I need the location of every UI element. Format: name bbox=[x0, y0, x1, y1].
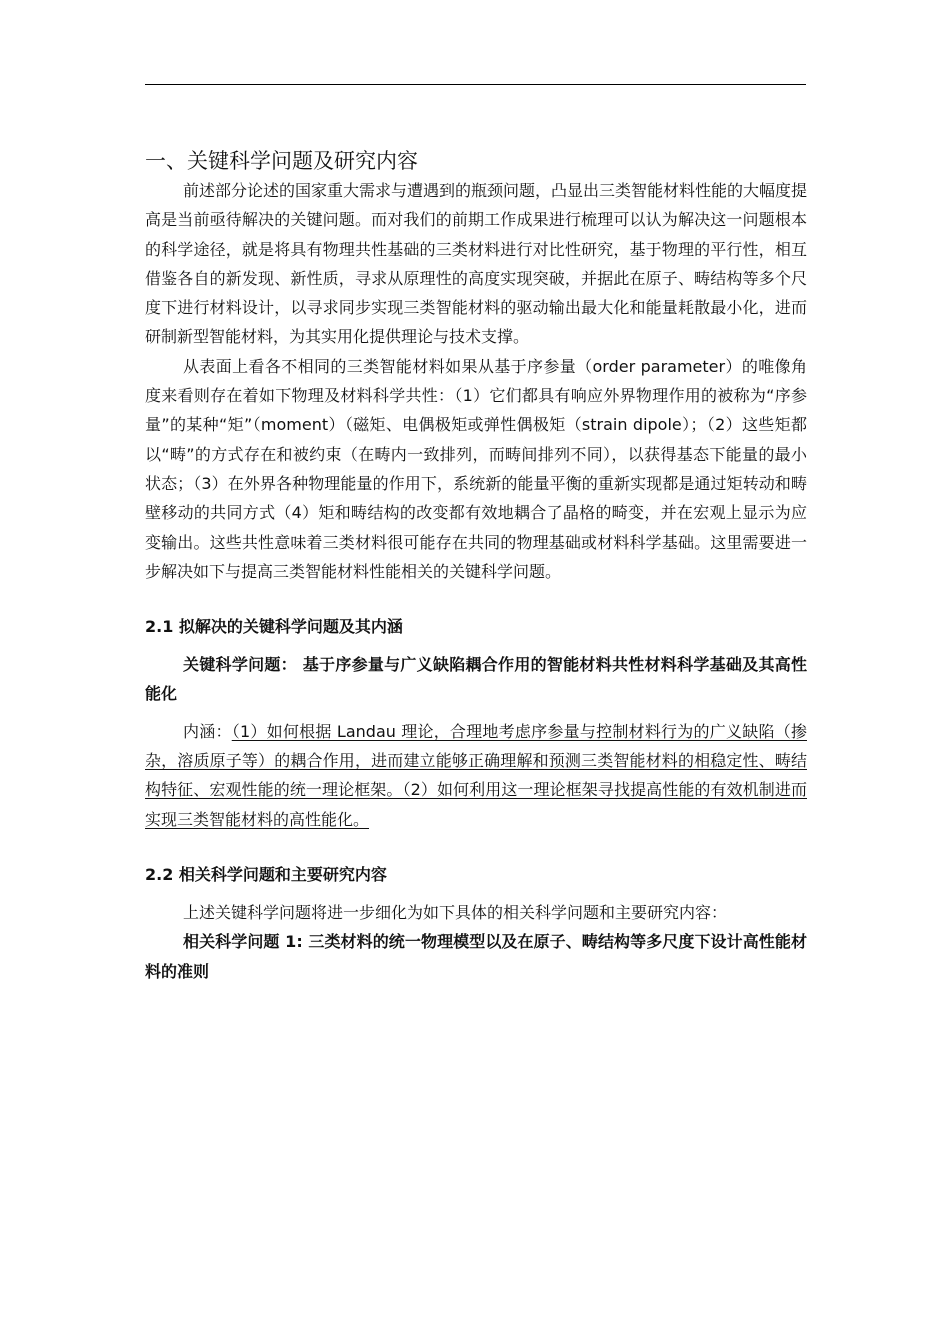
header-rule bbox=[145, 84, 806, 85]
paragraph-intro: 上述关键科学问题将进一步细化为如下具体的相关科学问题和主要研究内容： bbox=[183, 902, 728, 922]
key-scientific-problem: 关键科学问题： 基于序参量与广义缺陷耦合作用的智能材料共性材料科学基础及其高性能化 bbox=[145, 655, 807, 704]
heading-2-1: 2.1 拟解决的关键科学问题及其内涵 bbox=[145, 617, 403, 637]
section-title: 一、关键科学问题及研究内容 bbox=[145, 149, 418, 173]
related-problem-1: 相关科学问题 1: 三类材料的统一物理模型以及在原子、畴结构等多尺度下设计高性能材料的准则 bbox=[145, 932, 807, 981]
document-body bbox=[145, 146, 807, 986]
paragraph-commonality: 从表面上看各不相同的三类智能材料如果从基于序参量（order parameter）的唯像角度来看则存在着如下物理及材料科学共性：（1）它们都具有响应外界物理作用的被称为“序参量”的某种“矩”（moment）（磁矩、电偶极矩或弹性偶极矩（strain dipole）；（2）这些矩都以“畴”的方式存在和被约束（在畴内一致排列，而畴间排列不同），以获得基态下能量的最小状态；（3）在外界各种物理能量的作用下，系统新的能量平衡的重新实现都是通过矩转动和畴壁移动的共同方式（4）矩和畴结构的改变都有效地耦合了晶格的畸变，并在宏观上显示为应变输出。这些共性意味着三类材料很可能存在共同的物理基础或材料科学基础。这里需要进一步解决如下与提高三类智能材料性能相关的关键科学问题。 bbox=[145, 356, 807, 581]
connotation-label: 内涵： bbox=[183, 721, 232, 741]
connotation-text: （1）如何根据 Landau 理论，合理地考虑序参量与控制材料行为的广义缺陷（掺杂，溶质原子等）的耦合作用，进而建立能够正确理解和预测三类智能材料的相稳定性、畴结构特征、宏观性能的统一理论框架。（2）如何利用这一理论框架寻找提高性能的有效机制进而实现三类智能材料的高性能化。 bbox=[145, 721, 807, 829]
paragraph-connotation bbox=[145, 717, 807, 834]
heading-2-2: 2.2 相关科学问题和主要研究内容 bbox=[145, 864, 387, 884]
paragraph-background: 前述部分论述的国家重大需求与遭遇到的瓶颈问题，凸显出三类智能材料性能的大幅度提高是当前亟待解决的关键问题。而对我们的前期工作成果进行梳理可以认为解决这一问题根本的科学途径，就是将具有物理共性基础的三类材料进行对比性研究，基于物理的平行性，相互借鉴各自的新发现、新性质，寻求从原理性的高度实现突破，并据此在原子、畴结构等多个尺度下进行材料设计，以寻求同步实现三类智能材料的驱动输出最大化和能量耗散最小化，进而研制新型智能材料，为其实用化提供理论与技术支撑。 bbox=[145, 181, 808, 347]
